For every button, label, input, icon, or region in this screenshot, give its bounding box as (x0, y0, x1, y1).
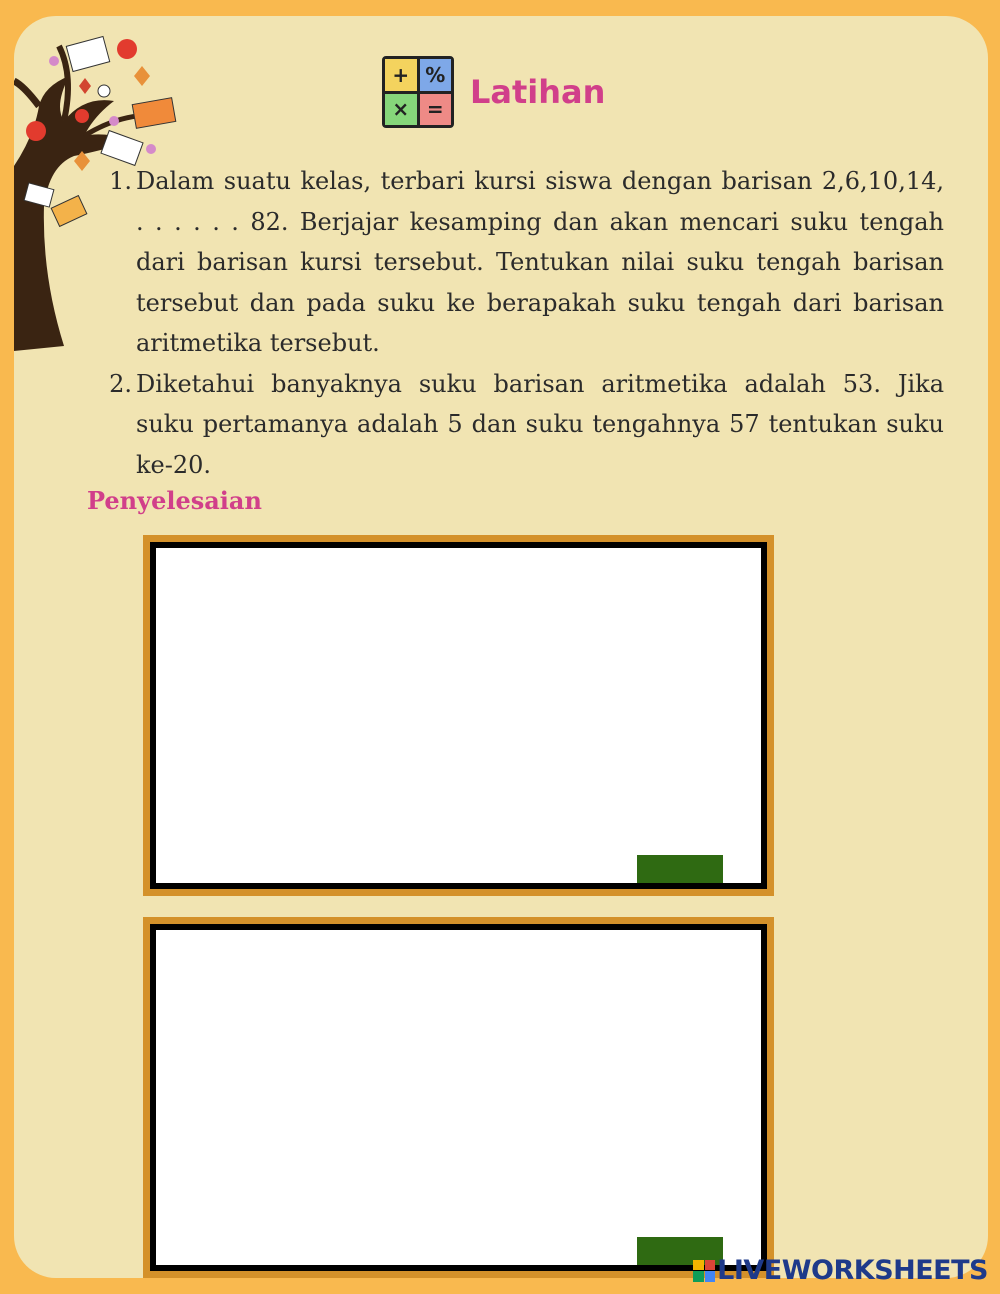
liveworksheets-icon (693, 1260, 715, 1282)
question-number: 2. (109, 369, 132, 398)
answer-area-2[interactable] (150, 924, 767, 1271)
calc-key-plus: + (385, 59, 417, 91)
answer-board-1 (143, 535, 774, 896)
liveworksheets-wordmark: LIVEWORKSHEETS (717, 1255, 988, 1286)
calc-key-percent: % (420, 59, 452, 91)
solution-heading: Penyelesaian (87, 486, 262, 515)
question-text: Diketahui banyaknya suku barisan aritmetika adalah 53. Jika suku pertamanya adalah 5 dan suku tengahnya 57 tentukan suku ke-20. (136, 369, 944, 479)
board-eraser (637, 855, 723, 883)
calc-key-equals: = (420, 94, 452, 126)
page-header (382, 56, 605, 128)
question-item (104, 364, 944, 486)
calculator-icon (382, 56, 454, 128)
calc-key-multiply: × (385, 94, 417, 126)
answer-area-1[interactable] (150, 542, 767, 889)
question-item (104, 161, 944, 364)
question-text: Dalam suatu kelas, terbari kursi siswa dengan barisan 2,6,10,14, . . . . . . 82. Berjajar kesamping dan akan mencari suku tengah dari barisan kursi tersebut. Tentukan nilai suku tengah barisan tersebut dan pada suku ke berapakah suku tengah dari barisan aritmetika tersebut. (136, 167, 944, 357)
question-number: 1. (109, 167, 132, 195)
question-list (104, 161, 944, 485)
liveworksheets-logo (693, 1255, 988, 1286)
answer-board-2 (143, 917, 774, 1278)
page-title: Latihan (470, 73, 606, 111)
